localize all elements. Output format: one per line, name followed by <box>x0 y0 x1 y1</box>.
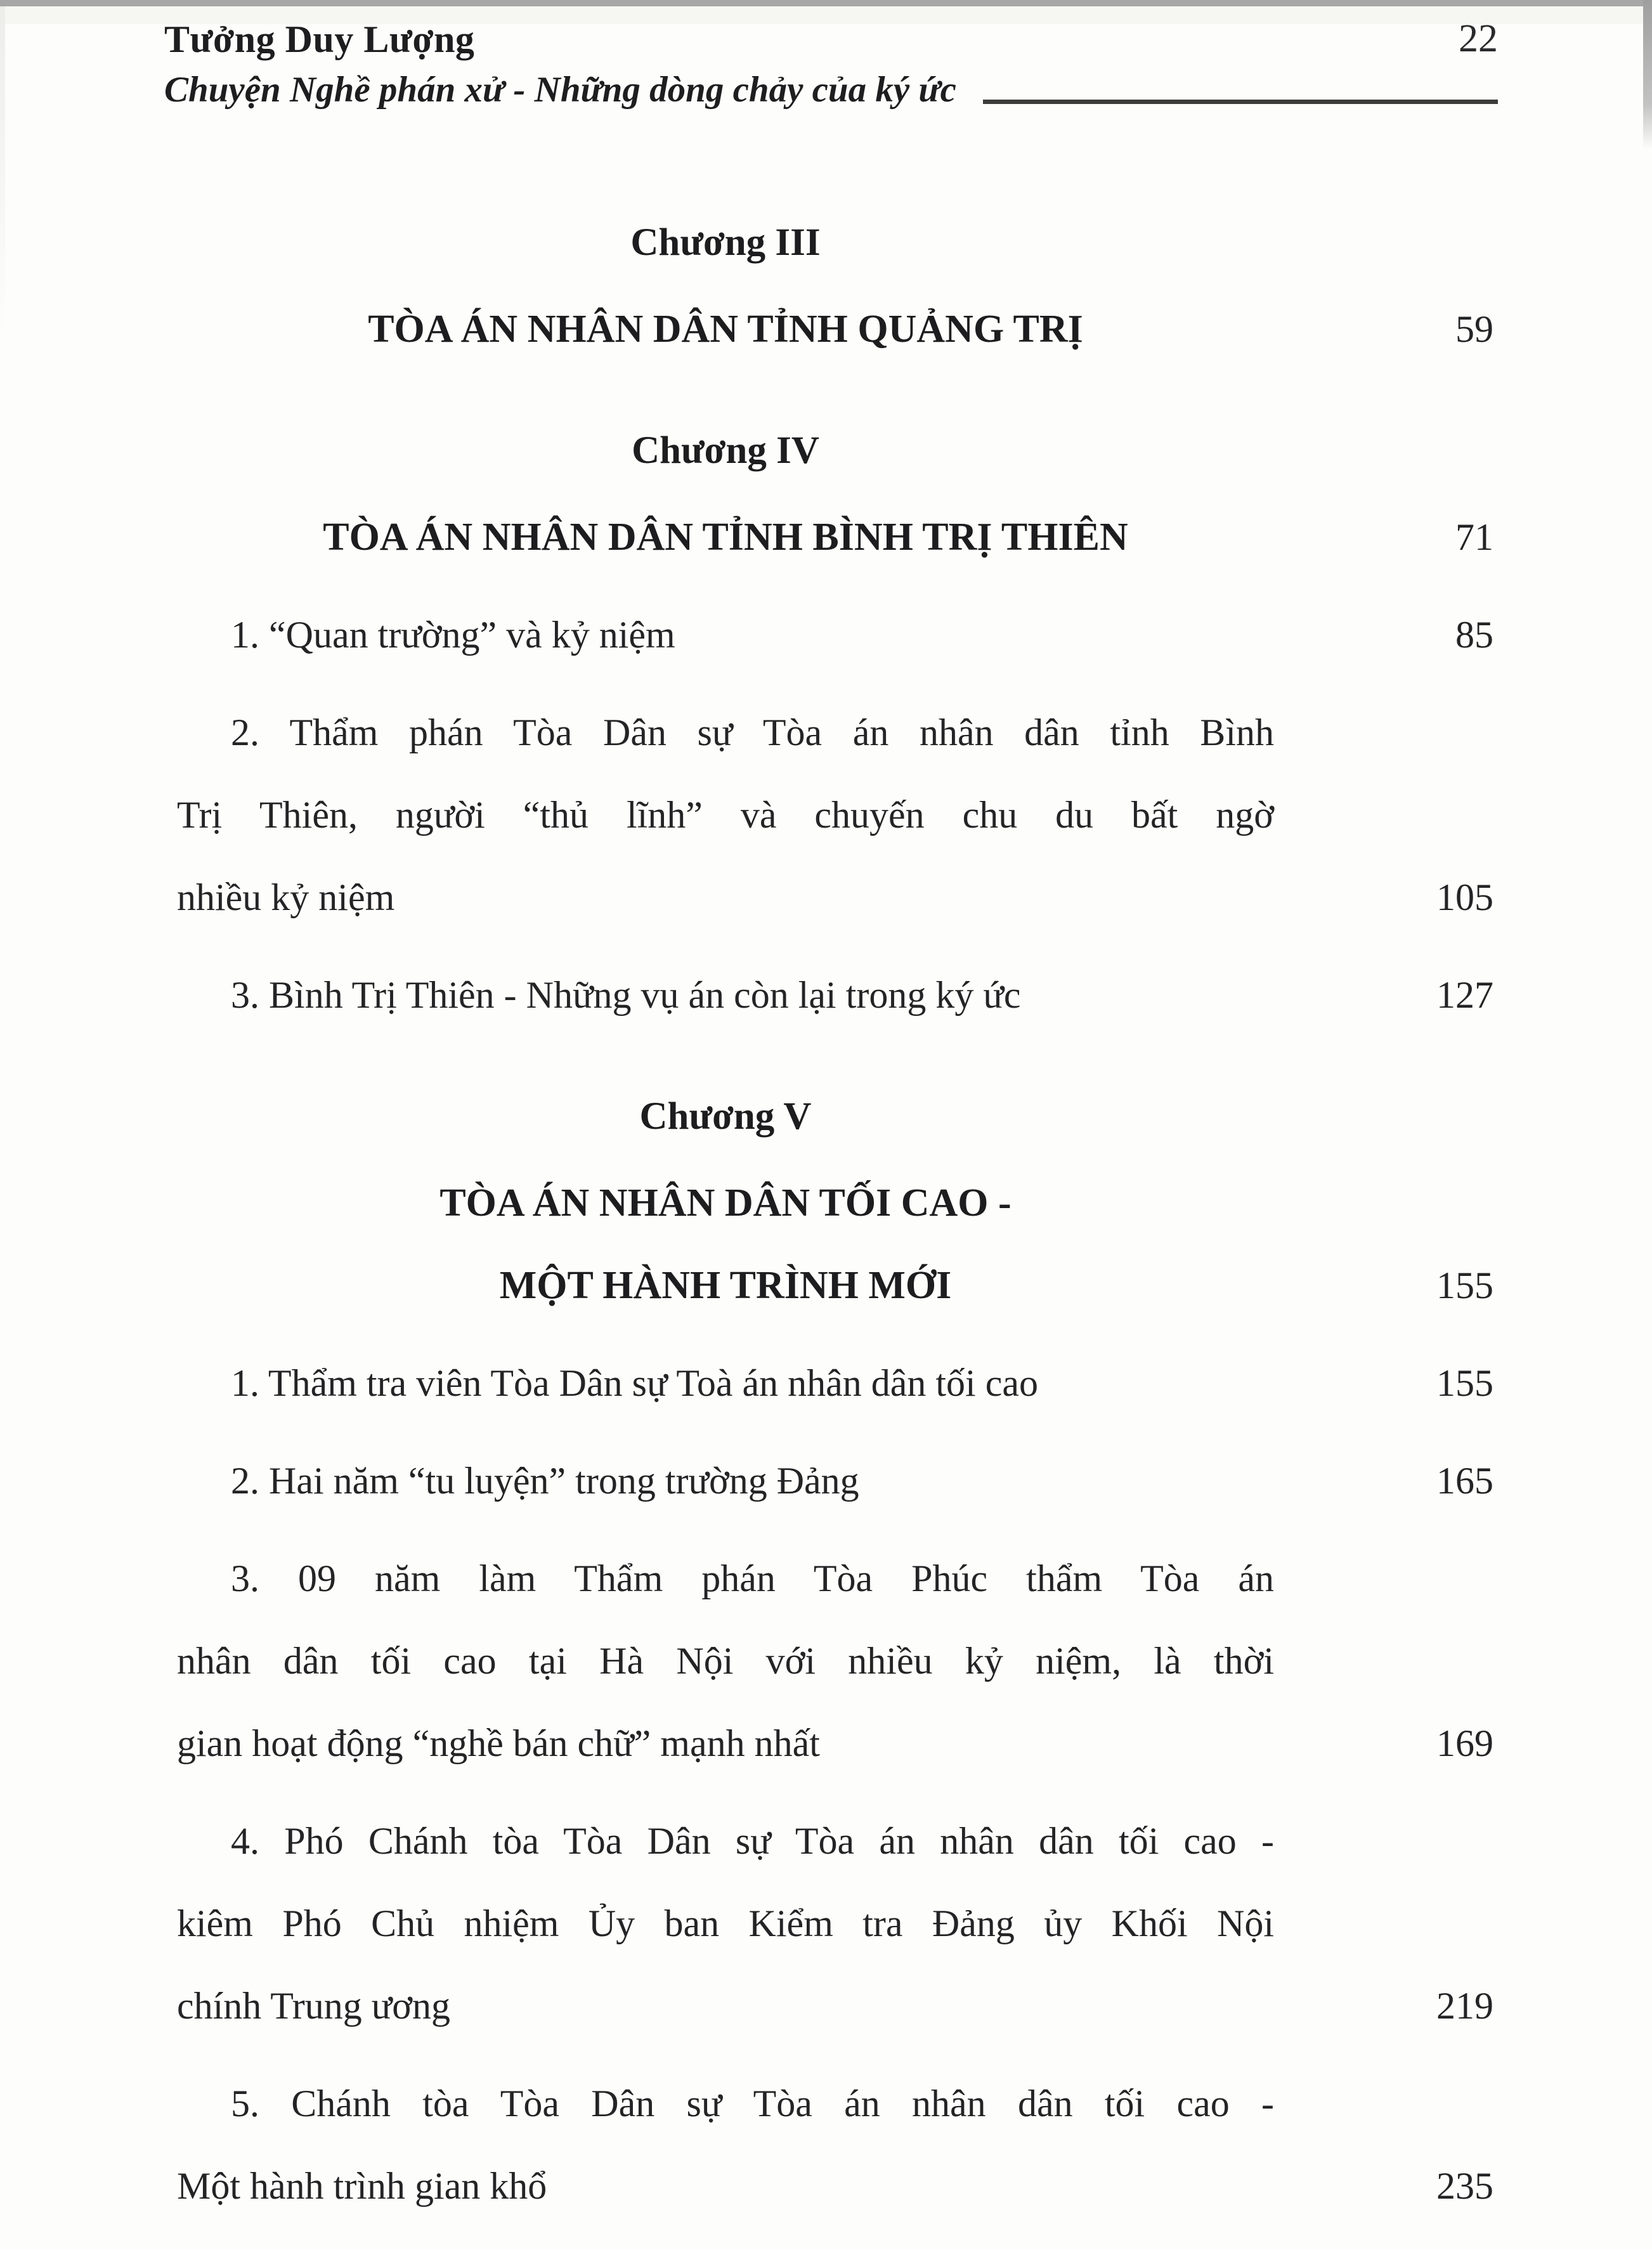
toc-page-number: 59 <box>1455 308 1493 350</box>
chapter-title-line <box>177 496 1493 578</box>
toc-entry-line <box>177 856 1493 939</box>
toc-entry <box>177 1342 1493 1424</box>
toc-entry-line <box>177 594 1493 676</box>
chapter-title-line <box>177 1244 1493 1327</box>
toc-page-number: 127 <box>1436 974 1493 1016</box>
header-rule <box>983 100 1498 104</box>
toc-entry <box>177 954 1493 1036</box>
toc-page-number: 219 <box>1436 1985 1493 2027</box>
chapter-title-line <box>177 1162 1493 1244</box>
toc-line-text: nhân dân tối cao tại Hà Nội với nhiều kỷ niệm, là thời <box>177 1640 1274 1682</box>
toc-entry <box>177 691 1493 939</box>
toc-entry-line <box>177 1882 1493 1965</box>
toc-line-text: 5. Chánh tòa Tòa Dân sự Tòa án nhân dân tối cao - <box>231 2083 1274 2124</box>
toc-entry-line <box>177 774 1493 856</box>
toc-line-text: gian hoạt động “nghề bán chữ” mạnh nhất <box>177 1722 820 1764</box>
toc-entry-line <box>177 2145 1493 2227</box>
author-name: Tưởng Duy Lượng <box>164 18 475 60</box>
page-header <box>164 16 1498 112</box>
scan-top-edge <box>0 0 1652 6</box>
toc-page-number: 235 <box>1436 2165 1493 2207</box>
header-row-title <box>164 68 1498 112</box>
book-title: Chuyện Nghề phán xử - Những dòng chảy của ký ức <box>164 70 956 110</box>
toc-page-number: 165 <box>1436 1460 1493 1502</box>
toc-line-text: MỘT HÀNH TRÌNH MỚI <box>499 1264 952 1307</box>
toc-line-text: kiêm Phó Chủ nhiệm Ủy ban Kiểm tra Đảng ủy Khối Nội <box>177 1902 1274 1944</box>
toc-entry <box>177 594 1493 676</box>
toc-line-text: TÒA ÁN NHÂN DÂN TỐI CAO - <box>439 1181 1011 1225</box>
chapter-label: Chương V <box>639 1095 812 1138</box>
header-row-author <box>164 16 1498 62</box>
toc-line-text: TÒA ÁN NHÂN DÂN TỈNH BÌNH TRỊ THIÊN <box>323 516 1128 559</box>
toc-page-number: 169 <box>1436 1722 1493 1764</box>
toc-line-text: Một hành trình gian khổ <box>177 2165 547 2207</box>
scan-right-edge <box>1643 0 1652 149</box>
toc-line-text: Trị Thiên, người “thủ lĩnh” và chuyến chu du bất ngờ <box>177 794 1274 836</box>
toc-line-text: nhiều kỷ niệm <box>177 876 395 918</box>
toc-entry <box>177 2062 1493 2227</box>
toc-entry-line <box>177 1342 1493 1424</box>
toc-line-text: 1. Thẩm tra viên Tòa Dân sự Toà án nhân dân tối cao <box>231 1362 1038 1404</box>
toc-line-text: 3. 09 năm làm Thẩm phán Tòa Phúc thẩm Tòa án <box>231 1557 1274 1599</box>
toc-entry-line <box>177 954 1493 1036</box>
toc-entry-line <box>177 691 1493 774</box>
toc-entry <box>177 1800 1493 2047</box>
toc-page-number: 105 <box>1436 876 1493 918</box>
toc-entry <box>177 1537 1493 1785</box>
toc-line-text: chính Trung ương <box>177 1985 450 2027</box>
chapter-title <box>177 288 1493 370</box>
toc <box>177 202 1493 2227</box>
toc-entry-line <box>177 1965 1493 2047</box>
chapter-label: Chương IV <box>632 429 819 472</box>
toc-page-number: 155 <box>1436 1362 1493 1404</box>
chapter-title <box>177 496 1493 578</box>
toc-line-text: 3. Bình Trị Thiên - Những vụ án còn lại trong ký ức <box>231 974 1021 1016</box>
toc-entry-line <box>177 1537 1493 1620</box>
scan-left-edge <box>0 6 5 336</box>
toc-page-number: 85 <box>1455 614 1493 656</box>
toc-page-number: 155 <box>1436 1265 1493 1306</box>
chapter-title-line <box>177 288 1493 370</box>
toc-entry-line <box>177 2062 1493 2145</box>
toc-line-text: 2. Thẩm phán Tòa Dân sự Tòa án nhân dân tỉnh Bình <box>231 712 1274 753</box>
toc-line-text: 4. Phó Chánh tòa Tòa Dân sự Tòa án nhân dân tối cao - <box>231 1820 1274 1862</box>
toc-entry-line <box>177 1800 1493 1882</box>
toc-entry-line <box>177 1702 1493 1785</box>
toc-entry <box>177 1440 1493 1522</box>
toc-line-text: 2. Hai năm “tu luyện” trong trường Đảng <box>231 1460 859 1502</box>
chapter-title <box>177 1162 1493 1327</box>
chapter-label: Chương III <box>630 221 821 264</box>
toc-entry-line <box>177 1440 1493 1522</box>
toc-page-number: 71 <box>1455 516 1493 558</box>
toc-line-text: 1. “Quan trường” và kỷ niệm <box>231 614 675 656</box>
toc-line-text: TÒA ÁN NHÂN DÂN TỈNH QUẢNG TRỊ <box>368 308 1083 351</box>
page-number: 22 <box>1459 17 1498 60</box>
toc-entry-line <box>177 1620 1493 1702</box>
